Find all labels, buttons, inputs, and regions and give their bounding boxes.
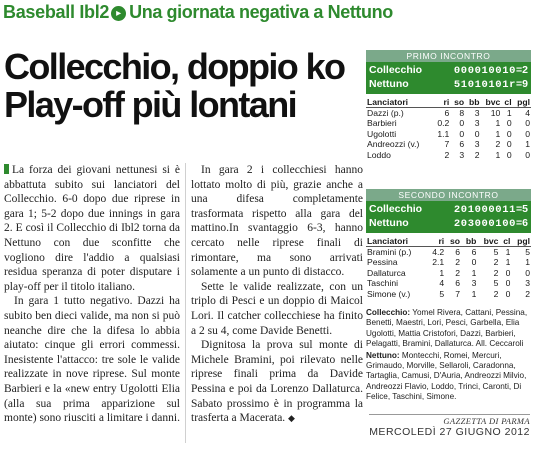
linescore-runs [454,64,528,78]
column-header: bb [465,236,477,246]
column-header: bvc [483,236,499,246]
pitcher-name: Pessina [367,257,398,268]
table-row [366,129,531,139]
game-2-pitching-table [366,236,531,299]
table-cell: 2 [493,257,499,268]
table-cell: 2 [444,149,450,160]
column-header: so [449,236,460,246]
table-cell: 2 [474,149,480,160]
table-cell: 0 [525,128,530,139]
linescore-team: Collecchio [369,64,423,76]
table-cell: 3 [459,149,465,160]
game-2-box [366,189,531,299]
table-cell: 0 [459,128,465,139]
column-header: cl [504,97,512,107]
column-header: ri [443,97,450,107]
game-1-box [366,50,531,160]
linescore-row [369,217,528,231]
kicker-section: Baseball Ibl2 [3,2,110,22]
pitcher-name: Dallaturca [367,267,406,278]
table-cell: 1 [495,118,501,129]
table-cell: 6 [444,108,450,118]
linescore-row [369,64,528,78]
headline-line-1: Collecchio, doppio ko [4,46,345,87]
column-header: bvc [485,97,501,107]
table-cell: 3 [474,139,480,150]
table-cell: 0 [471,257,477,268]
table-cell: 7 [455,288,460,299]
table-cell: 5 [493,278,499,289]
kicker-title: Una giornata negativa a Nettuno [129,2,393,22]
article-column-2 [191,163,363,426]
table-cell: 0 [505,288,511,299]
article-paragraph: Sette le valide realizzate, con un triplo di Pesci e un doppio di Maicol Lori. Il catcher collecchiese ha finito a 2 su 4, come Davide Benetti. [191,280,363,337]
linescore-innings: 201000011 [453,204,517,216]
table-cell: 2 [525,288,530,299]
table-cell: 5 [439,288,445,299]
table-cell: 2 [493,288,499,299]
column-header: pgl [517,236,530,246]
table-cell: 4 [439,278,445,289]
column-header: so [454,97,465,107]
table-cell: 1 [505,247,511,257]
table-cell: 1 [439,267,445,278]
table-cell: 0 [525,118,530,129]
table-cell: 0 [459,118,465,129]
kicker [3,2,531,28]
table-cell: 3 [474,108,480,118]
column-header: ri [438,236,445,246]
linescore-innings: 203000100 [453,218,517,230]
table-row [366,118,531,128]
pitcher-name: Ugolotti [367,128,397,139]
linescore-total: =6 [516,217,528,229]
table-cell: 6 [459,139,465,150]
table-cell: 1 [506,108,512,118]
article-paragraph: In gara 2 i collecchiesi hanno lottato molto di più, grazie anche a una difesa completamente trasformata rispetto alla gara del mattino.In svantaggio 6-3, hanno cercato nelle riprese finali di rimontare, ma sono arrivati solamente a un punto di distacco. [191,164,363,279]
pitcher-name: Barbieri [367,118,397,129]
article-paragraph-text: La forza dei giovani nettunesi si è abbattuta subito sui lanciatori del Collecchio. 6-0 dopo due riprese in gara 1; 5-2 dopo due innings in gara 2. E così il Collecchio di Ibl2 torna da Nettuno con due sconfitte che vogliono dire l'addio a qualsiasi residua speranza di poter disputare i play-off per il titolo italiano. [4,164,180,293]
game-2-banner: SECONDO INCONTRO [366,189,531,201]
table-cell: 2 [455,257,460,268]
table-cell: 0 [505,267,511,278]
table-cell: 1 [505,257,511,268]
column-header: Lanciatori [367,236,409,246]
linescore-row [369,78,528,92]
pitcher-name: Simone (v.) [367,288,411,299]
table-cell: 1.1 [437,128,450,139]
paragraph-marker-icon [4,164,9,174]
linescore-total: =9 [516,78,528,90]
table-header-row [366,97,531,108]
game-1-pitching-table [366,97,531,160]
game-1-banner: PRIMO INCONTRO [366,50,531,62]
roster-collecchio [366,308,531,350]
pitcher-name: Bramini (p.) [367,247,412,257]
linescore-team: Collecchio [369,203,423,215]
table-cell: 5 [493,247,499,257]
article-paragraph [191,338,363,426]
game-1-linescore [366,62,531,94]
linescore-innings: 000010010 [453,65,517,77]
linescore-total: =2 [516,64,528,76]
headline [4,48,364,124]
table-row [366,139,531,149]
article-paragraph: In gara 1 tutto negativo. Dazzi ha subito ben dieci valide, ma non si può neanche dire che la difesa lo abbia aiutato: cinque gli errori commessi. Inesistente l'attacco: tre sole le valide realizzate in nove riprese. Sul monte Barbieri e la «new entry Ugolotti Elia (alla sua prima apparizione sul monte) sono riusciti a limitare i danni. [4,295,180,425]
pitcher-name: Andreozzi (v.) [367,139,420,150]
roster-text: Yomel Rivera, Cattani, Pessina, Benetti, Maestri, Lori, Pesci, Garbella, Elia Ugolotti, Mattia Cristofori, Dazzi, Barbieri, Pelagatti, Bramini, Dallaturca. All. Ceccaroli [366,308,528,349]
linescore-innings: 51010101r [453,79,517,91]
column-header: Lanciatori [367,97,409,107]
table-cell: 5 [525,247,530,257]
roster-label: Nettuno: [366,350,400,360]
table-cell: 10 [490,108,501,118]
table-row [366,268,531,278]
table-cell: 2 [455,267,460,278]
linescore-row [369,203,528,217]
pitcher-name: Loddo [367,149,391,160]
linescore-total: =5 [516,203,528,215]
table-cell: 4 [525,108,530,118]
rosters [366,308,531,404]
page-footer [369,414,530,438]
column-header: pgl [517,97,530,107]
linescore-team: Nettuno [369,217,409,229]
newspaper-name: GAZZETTA DI PARMA [369,414,530,426]
table-cell: 0 [506,149,512,160]
table-cell: 1 [495,128,501,139]
table-cell: 0 [506,118,512,129]
end-mark-icon: ◆ [288,413,295,424]
table-cell: 4.2 [432,247,445,257]
table-cell: 8 [459,108,465,118]
table-row [366,247,531,258]
table-cell: 3 [471,278,477,289]
table-cell: 0 [525,267,530,278]
table-cell: 1 [495,149,501,160]
linescore-team: Nettuno [369,78,409,90]
linescore-runs [454,217,528,231]
table-cell: 1 [525,257,530,268]
table-cell: 6 [455,278,460,289]
roster-label: Collecchio: [366,308,411,317]
table-cell: 0.2 [437,118,450,129]
table-row [366,278,531,288]
table-cell: 0 [525,149,530,160]
table-cell: 6 [455,247,460,257]
kicker-arrow-icon: ▸ [111,6,126,21]
roster-nettuno [366,351,531,403]
table-cell: 3 [525,278,530,289]
pitcher-name: Dazzi (p.) [367,108,404,118]
table-cell: 1 [471,267,477,278]
table-cell: 6 [471,247,477,257]
table-cell: 1 [525,139,530,150]
table-row [366,150,531,160]
game-2-linescore [366,201,531,233]
table-cell: 2 [493,267,499,278]
table-row [366,257,531,267]
roster-text: Montecchi, Romei, Mercuri, Grimaudo, Morville, Sellaroli, Caradonna, Tartaglia, Camusi, D'Auria, Andreozzi Milvio, Andreozzi Flavio, Loddo, Trinci, Caronti, Di Felice, Taschini, Simone. [366,350,527,402]
table-cell: 0 [506,139,512,150]
column-header: bb [469,97,480,107]
headline-line-2: Play-off più lontani [4,84,296,125]
column-divider [185,163,186,443]
table-cell: 7 [444,139,450,150]
linescore-runs [454,78,528,92]
table-row [366,289,531,299]
table-cell: 0 [505,278,511,289]
article-column-1 [4,163,180,426]
table-cell: 2.1 [432,257,445,268]
article-paragraph [4,163,180,294]
table-cell: 0 [474,128,480,139]
column-header: cl [503,236,511,246]
table-row [366,108,531,119]
pitcher-name: Taschini [367,278,399,289]
table-cell: 3 [474,118,480,129]
linescore-runs [454,203,528,217]
table-header-row [366,236,531,247]
table-cell: 2 [495,139,501,150]
table-cell: 0 [506,128,512,139]
publication-date: MERCOLEDÌ 27 GIUGNO 2012 [369,426,530,438]
article-paragraph-text: Dignitosa la prova sul monte di Michele Bramini, poi rilevato nelle riprese finali prima da Davide Pessina e poi da Lorenzo Dallaturca. Sabato prossimo è in programma la trasferta a Macerata. [191,339,363,425]
table-cell: 1 [471,288,477,299]
